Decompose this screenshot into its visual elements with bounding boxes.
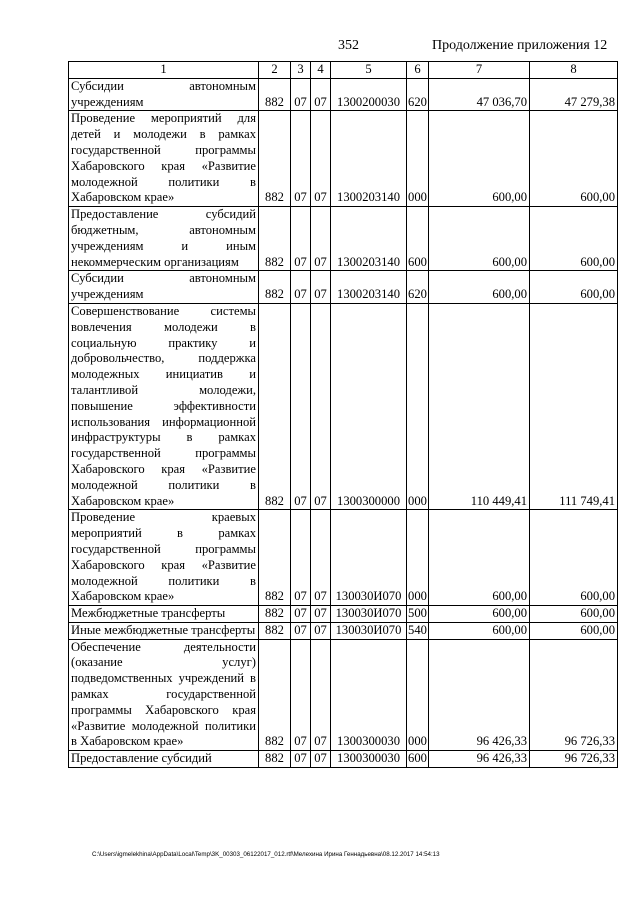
table-row <box>69 622 618 639</box>
cell-ministry: 882 <box>259 639 291 751</box>
table-row <box>69 111 618 207</box>
cell-amount-year-2: 96 726,33 <box>530 751 618 768</box>
cell-amount-year-1: 600,00 <box>429 271 530 304</box>
cell-amount-year-2: 600,00 <box>530 510 618 606</box>
cell-amount-year-2: 600,00 <box>530 271 618 304</box>
cell-description: Обеспечение деятельности (оказание услуг) подведомственных учреждений в рамках государственной программы Хабаровского края «Развитие молодежной политики в Хабаровском крае» <box>69 639 259 751</box>
continuation-label: Продолжение приложения 12 <box>432 38 608 53</box>
cell-description: Субсидии автономным учреждениям <box>69 78 259 111</box>
cell-target-article: 1300203140 <box>331 207 407 271</box>
cell-expense-type: 620 <box>407 78 429 111</box>
cell-section: 07 <box>291 622 311 639</box>
cell-target-article: 1300300030 <box>331 639 407 751</box>
cell-amount-year-2: 111 749,41 <box>530 303 618 509</box>
table-row <box>69 510 618 606</box>
column-header: 5 <box>331 62 407 79</box>
cell-ministry: 882 <box>259 111 291 207</box>
table-row <box>69 639 618 751</box>
cell-amount-year-2: 600,00 <box>530 111 618 207</box>
table-row <box>69 303 618 509</box>
cell-description: Проведение краевых мероприятий в рамках государственной программы Хабаровского края «Развитие молодежной политики в Хабаровском крае» <box>69 510 259 606</box>
cell-amount-year-2: 600,00 <box>530 622 618 639</box>
cell-description: Проведение мероприятий для детей и молодежи в рамках государственной программы Хабаровского края «Развитие молодежной политики в Хабаровском крае» <box>69 111 259 207</box>
cell-section: 07 <box>291 207 311 271</box>
column-header: 8 <box>530 62 618 79</box>
cell-amount-year-2: 600,00 <box>530 606 618 623</box>
cell-subsection: 07 <box>311 111 331 207</box>
cell-amount-year-1: 600,00 <box>429 111 530 207</box>
cell-expense-type: 000 <box>407 111 429 207</box>
cell-ministry: 882 <box>259 622 291 639</box>
cell-subsection: 07 <box>311 510 331 606</box>
table-row <box>69 78 618 111</box>
cell-expense-type: 000 <box>407 639 429 751</box>
cell-target-article: 130030И070 <box>331 622 407 639</box>
cell-expense-type: 500 <box>407 606 429 623</box>
table-header-row <box>69 62 618 79</box>
cell-ministry: 882 <box>259 78 291 111</box>
table-row <box>69 207 618 271</box>
cell-description: Предоставление субсидий бюджетным, автономным учреждениям и иным некоммерческим организациям <box>69 207 259 271</box>
cell-target-article: 130030И070 <box>331 510 407 606</box>
cell-ministry: 882 <box>259 510 291 606</box>
table-row <box>69 271 618 304</box>
cell-target-article: 130030И070 <box>331 606 407 623</box>
cell-description: Иные межбюджетные трансферты <box>69 622 259 639</box>
cell-amount-year-1: 600,00 <box>429 606 530 623</box>
cell-target-article: 1300300000 <box>331 303 407 509</box>
cell-section: 07 <box>291 639 311 751</box>
cell-section: 07 <box>291 751 311 768</box>
cell-target-article: 1300200030 <box>331 78 407 111</box>
cell-amount-year-2: 47 279,38 <box>530 78 618 111</box>
cell-description: Совершенствование системы вовлечения молодежи в социальную практику и добровольчество, поддержка молодежных инициатив и талантливой молодежи, повышение эффективности использования информационной инфраструктуры в рамках государственной программы Хабаровского края «Развитие молодежной политики в Хабаровском крае» <box>69 303 259 509</box>
cell-section: 07 <box>291 111 311 207</box>
cell-section: 07 <box>291 78 311 111</box>
cell-subsection: 07 <box>311 622 331 639</box>
cell-target-article: 1300203140 <box>331 271 407 304</box>
cell-ministry: 882 <box>259 751 291 768</box>
cell-subsection: 07 <box>311 271 331 304</box>
column-header: 3 <box>291 62 311 79</box>
footer-path: C:\Users\igmelekhina\AppData\Local\Temp\3K_00303_06122017_012.rtf\Мелехина Ирина Геннадьевна\08.12.2017 14:54:13 <box>92 851 440 858</box>
cell-amount-year-1: 110 449,41 <box>429 303 530 509</box>
table-row <box>69 606 618 623</box>
column-header: 4 <box>311 62 331 79</box>
cell-amount-year-1: 600,00 <box>429 207 530 271</box>
column-header: 1 <box>69 62 259 79</box>
cell-expense-type: 000 <box>407 510 429 606</box>
cell-expense-type: 620 <box>407 271 429 304</box>
cell-ministry: 882 <box>259 271 291 304</box>
cell-amount-year-1: 600,00 <box>429 510 530 606</box>
table-row <box>69 751 618 768</box>
cell-section: 07 <box>291 303 311 509</box>
page-number: 352 <box>338 38 359 53</box>
column-header: 6 <box>407 62 429 79</box>
cell-section: 07 <box>291 606 311 623</box>
cell-subsection: 07 <box>311 303 331 509</box>
cell-amount-year-1: 96 426,33 <box>429 751 530 768</box>
cell-ministry: 882 <box>259 207 291 271</box>
column-header: 2 <box>259 62 291 79</box>
cell-target-article: 1300203140 <box>331 111 407 207</box>
cell-target-article: 1300300030 <box>331 751 407 768</box>
cell-amount-year-1: 600,00 <box>429 622 530 639</box>
cell-expense-type: 600 <box>407 751 429 768</box>
budget-table <box>68 61 618 768</box>
cell-section: 07 <box>291 271 311 304</box>
cell-ministry: 882 <box>259 606 291 623</box>
column-header: 7 <box>429 62 530 79</box>
cell-amount-year-1: 47 036,70 <box>429 78 530 111</box>
cell-ministry: 882 <box>259 303 291 509</box>
cell-expense-type: 600 <box>407 207 429 271</box>
cell-description: Межбюджетные трансферты <box>69 606 259 623</box>
cell-expense-type: 540 <box>407 622 429 639</box>
cell-amount-year-2: 600,00 <box>530 207 618 271</box>
cell-description: Субсидии автономным учреждениям <box>69 271 259 304</box>
cell-amount-year-2: 96 726,33 <box>530 639 618 751</box>
cell-subsection: 07 <box>311 639 331 751</box>
cell-subsection: 07 <box>311 207 331 271</box>
cell-expense-type: 000 <box>407 303 429 509</box>
cell-section: 07 <box>291 510 311 606</box>
cell-subsection: 07 <box>311 606 331 623</box>
cell-amount-year-1: 96 426,33 <box>429 639 530 751</box>
cell-subsection: 07 <box>311 78 331 111</box>
cell-subsection: 07 <box>311 751 331 768</box>
cell-description: Предоставление субсидий <box>69 751 259 768</box>
